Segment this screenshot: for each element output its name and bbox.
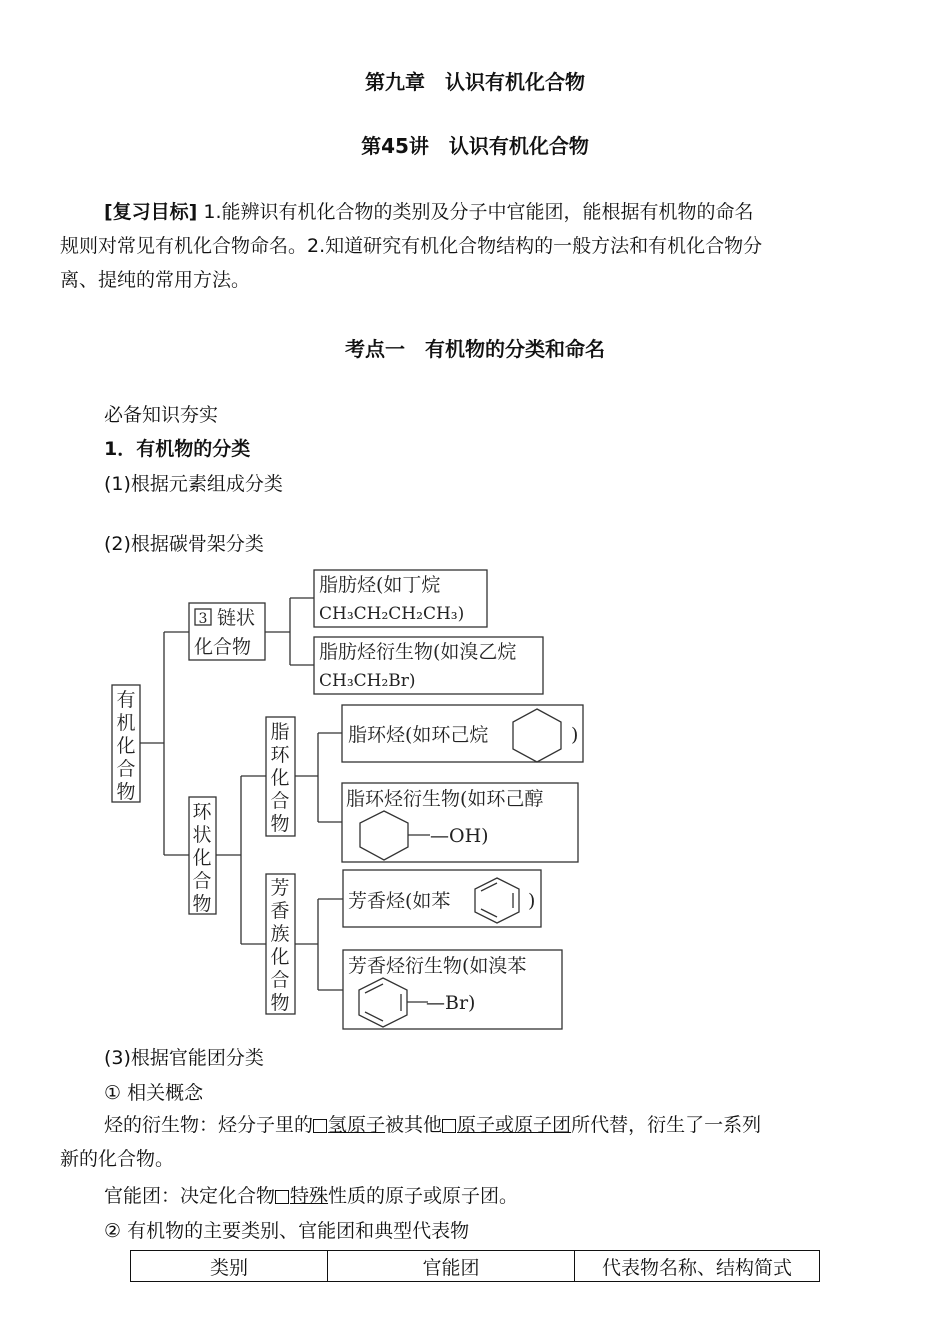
section-title: 考点一 有机物的分类和命名 [345, 337, 605, 361]
derivative-definition [60, 1108, 892, 1176]
alicyclic-char: 物 [270, 813, 290, 835]
review-line-3: 离、提纯的常用方法。 [60, 269, 251, 291]
ring-char: 环 [192, 801, 212, 823]
aromatic-char: 合 [270, 969, 290, 991]
chain-label-2: 化合物 [194, 636, 252, 658]
chapter-title: 第九章 认识有机化合物 [365, 70, 585, 94]
ring-char: 物 [192, 893, 212, 915]
organic-types-table [130, 1250, 820, 1282]
aliphatic-hc-text-1: 脂肪烃(如丁烷 [319, 574, 441, 596]
table-header-category: 类别 [131, 1251, 328, 1282]
table-header-row [131, 1251, 820, 1282]
aromatic-char: 化 [270, 946, 290, 968]
aromatic-char: 香 [270, 900, 290, 922]
derivative-text-b: 被其他 [385, 1114, 443, 1136]
derivative-text-d: 新的化合物。 [60, 1148, 175, 1170]
root-char: 机 [116, 712, 136, 734]
aromatic-char: 物 [270, 992, 290, 1014]
blank-answer-3: 特殊 [290, 1185, 329, 1207]
alicyclic-deriv-text: 脂环烃衍生物(如环己醇 [346, 788, 544, 810]
blank-box-icon [442, 1119, 456, 1133]
aromatic-hc-close: ) [528, 890, 536, 912]
alicyclic-hc-close: ) [571, 724, 579, 746]
alicyclic-char: 脂 [270, 721, 290, 743]
knowledge-heading: 必备知识夯实 [104, 404, 219, 426]
aliphatic-deriv-text-2: CH₃CH₂Br) [319, 671, 416, 691]
review-text-1: 1.能辨识有机化合物的类别及分子中官能团，能根据有机物的命名 [203, 201, 754, 223]
heading-by-functional-group: (3)根据官能团分类 [104, 1047, 264, 1069]
root-char: 物 [116, 781, 136, 803]
root-char: 合 [116, 758, 136, 780]
alicyclic-hc-text: 脂环烃(如环己烷 [348, 724, 489, 746]
aromatic-deriv-text: 芳香烃衍生物(如溴苯 [348, 955, 527, 977]
heading-classification: 1．有机物的分类 [104, 438, 251, 460]
ring-char: 合 [192, 870, 212, 892]
aliphatic-hc-text-2: CH₃CH₂CH₂CH₃) [319, 604, 465, 624]
blank-answer-2: 原子或原子团 [457, 1114, 572, 1136]
derivative-text-a: 烃的衍生物：烃分子里的 [104, 1114, 314, 1136]
alicyclic-char: 合 [270, 790, 290, 812]
aliphatic-deriv-text-1: 脂肪烃衍生物(如溴乙烷 [319, 641, 517, 663]
review-label: [复习目标] [104, 201, 198, 223]
alicyclic-char: 环 [270, 744, 290, 766]
aromatic-char: 族 [270, 923, 290, 945]
aromatic-deriv-sub: —Br) [426, 992, 476, 1014]
cyclohexane-icon [513, 709, 561, 762]
chain-label-1: 链状 [217, 607, 256, 629]
table-header-functional-group: 官能团 [328, 1251, 575, 1282]
blank-answer-1: 氢原子 [328, 1114, 386, 1136]
root-char: 有 [116, 689, 136, 711]
blank-box-icon [313, 1119, 327, 1133]
table-header-representative: 代表物名称、结构简式 [575, 1251, 820, 1282]
functional-text-a: 官能团：决定化合物 [104, 1185, 276, 1207]
ring-char: 状 [192, 824, 212, 846]
heading-by-carbon-skeleton: (2)根据碳骨架分类 [104, 533, 264, 555]
functional-group-definition [104, 1181, 518, 1208]
bromobenzene-icon [359, 978, 407, 1027]
concepts-heading: ① 相关概念 [104, 1082, 204, 1104]
blank-box-icon [275, 1190, 289, 1204]
heading-by-elements: (1)根据元素组成分类 [104, 473, 283, 495]
root-char: 化 [116, 735, 136, 757]
functional-text-b: 性质的原子或原子团。 [328, 1185, 519, 1207]
aromatic-char: 芳 [270, 877, 290, 899]
chain-number: 3 [198, 611, 208, 627]
aromatic-hc-text: 芳香烃(如苯 [348, 890, 451, 912]
lecture-title: 第45讲 认识有机化合物 [361, 134, 589, 158]
alicyclic-deriv-sub: —OH) [430, 825, 489, 847]
alicyclic-char: 化 [270, 767, 290, 789]
derivative-text-c: 所代替，衍生了一系列 [571, 1114, 762, 1136]
ring-char: 化 [192, 847, 212, 869]
main-types-heading: ② 有机物的主要类别、官能团和典型代表物 [104, 1220, 470, 1242]
review-line-2: 规则对常见有机化合物命名。2.知道研究有机化合物结构的一般方法和有机化合物分 [60, 235, 763, 257]
cyclohexanol-icon [360, 811, 408, 860]
